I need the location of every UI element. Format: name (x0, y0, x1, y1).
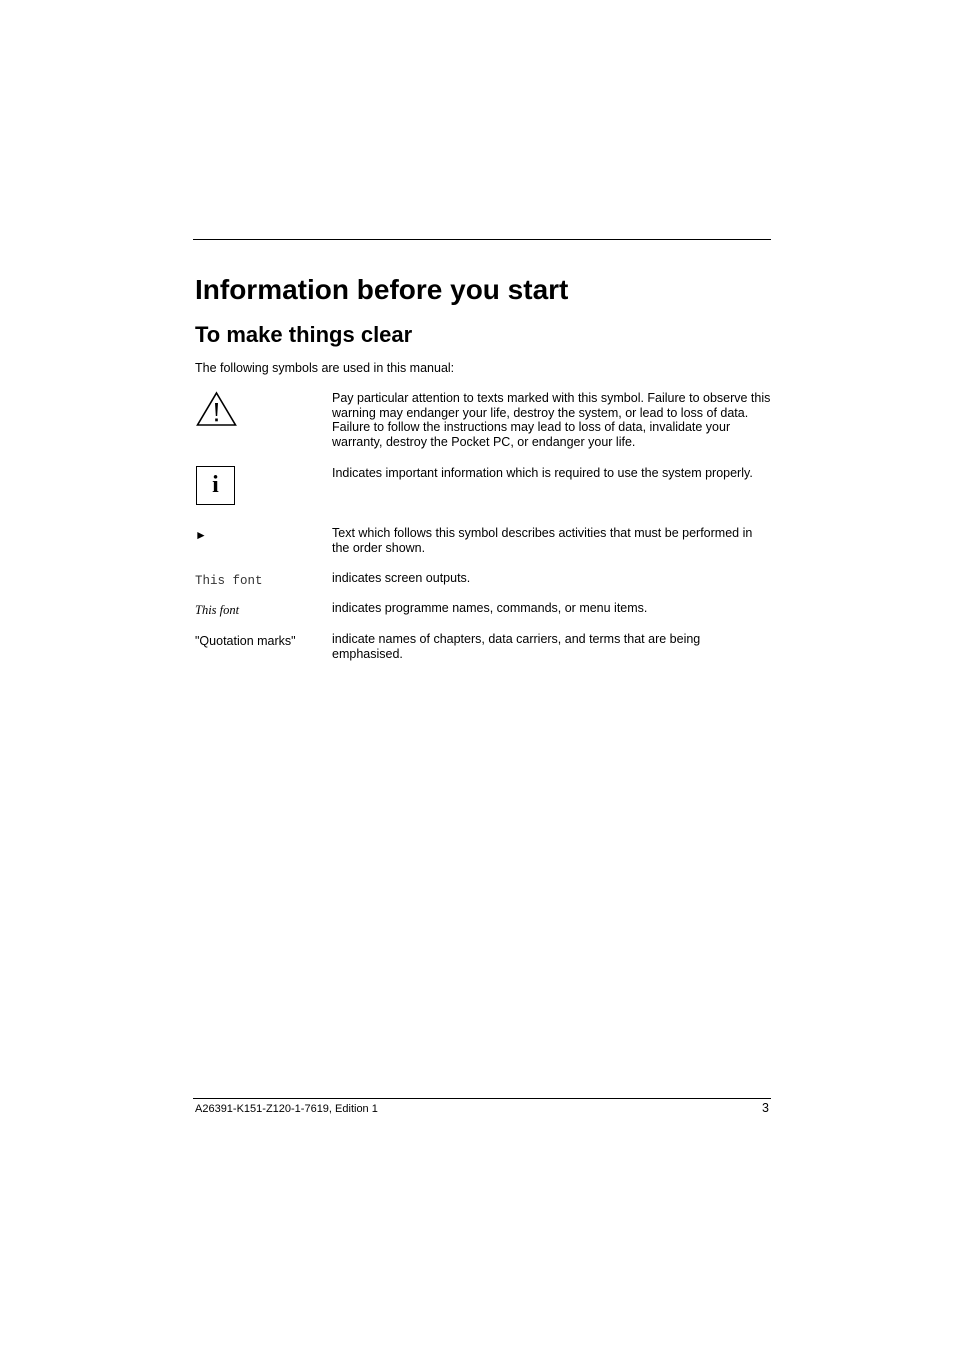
warning-triangle-icon (196, 391, 237, 427)
symbol-row-warning (195, 391, 771, 451)
symbol-description: Indicates important information which is required to use the system properly. (332, 466, 753, 480)
footer-doc-id: A26391-K151-Z120-1-7619, Edition 1 (195, 1103, 378, 1115)
symbol-row-italic-font (195, 601, 771, 617)
symbol-description: indicate names of chapters, data carriers, and terms that are being emphasised. (332, 632, 701, 661)
symbol-description: indicates screen outputs. (332, 571, 471, 585)
intro-text: The following symbols are used in this manual: (195, 361, 455, 375)
symbol-description: Text which follows this symbol describes activities that must be performed in the order shown. (332, 526, 753, 555)
symbol-row-info (195, 466, 771, 508)
footer-rule (193, 1098, 771, 1099)
symbol-row-quotation (195, 632, 771, 662)
symbol-row-screen-font (195, 571, 771, 587)
symbol-row-arrow (195, 526, 771, 556)
header-rule (193, 239, 771, 240)
section-title: To make things clear (195, 322, 413, 347)
symbol-cell (195, 571, 325, 589)
screen-font-sample: This font (195, 574, 263, 588)
page-number: 3 (762, 1101, 769, 1115)
italic-font-sample: This font (195, 603, 240, 617)
chapter-title: Information before you start (195, 274, 569, 305)
arrow-right-icon: ► (195, 528, 207, 542)
symbol-description: Pay particular attention to texts marked with this symbol. Failure to observe this warning may endanger your life, destroy the system, or lead to loss of data. Failure to follow the instructions may lead to loss of data, invalidate your warranty, destroy the Pocket PC, or endanger your life. (332, 391, 771, 449)
symbol-cell (195, 601, 325, 619)
symbol-description: indicates programme names, commands, or menu items. (332, 601, 648, 615)
symbol-cell (195, 526, 325, 544)
symbol-cell (195, 632, 325, 650)
quotation-marks-sample: "Quotation marks" (195, 634, 296, 648)
info-icon: i (196, 466, 235, 505)
